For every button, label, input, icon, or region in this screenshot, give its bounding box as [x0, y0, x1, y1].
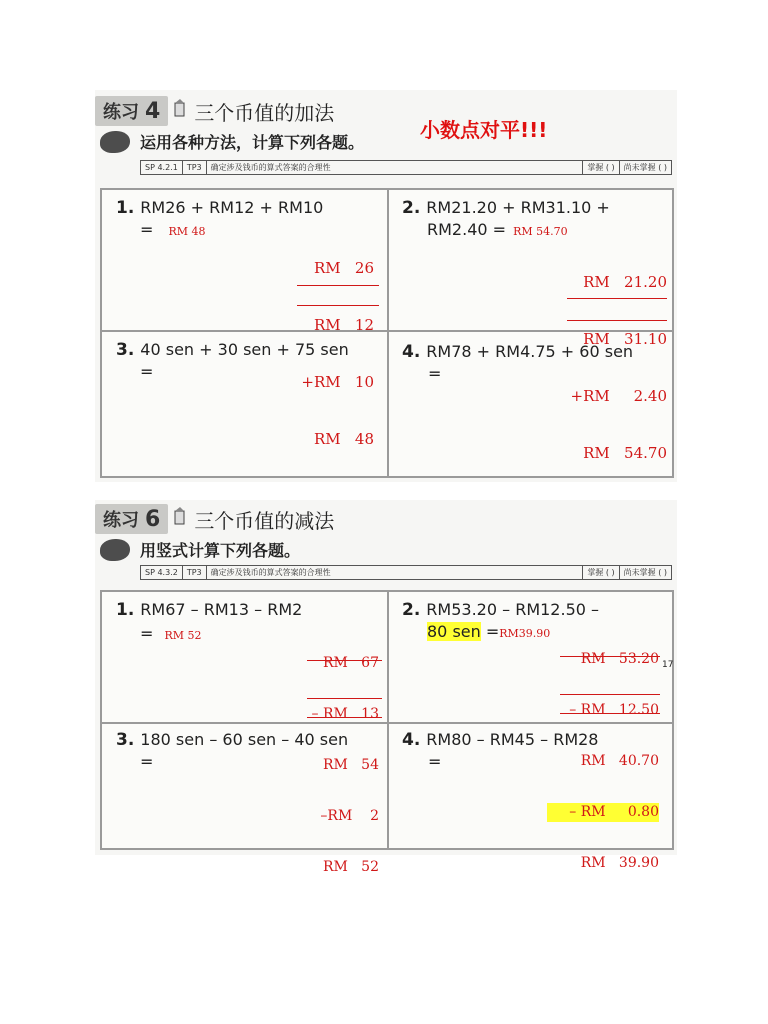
highlighted-term: 80 sen — [427, 622, 481, 641]
question-2: 2. RM21.20 + RM31.10 + — [402, 198, 610, 218]
sp-description: 确定涉及钱币的算式答案的合理性 — [207, 566, 584, 579]
exercise-header — [95, 504, 334, 534]
exercise-title: 三个币值的减法 — [194, 508, 335, 533]
exercise-badge: 练习 6 — [95, 504, 168, 534]
question-4: 4. RM78 + RM4.75 + 60 sen — [402, 342, 634, 362]
exercise-title: 三个币值的加法 — [194, 100, 335, 125]
sp-code: SP 4.2.1 — [141, 161, 183, 174]
tp-level: TP3 — [183, 161, 207, 174]
question-grid — [100, 590, 674, 875]
ink-blob-icon — [100, 131, 130, 153]
question-1: 1. RM26 + RM12 + RM10 — [116, 198, 324, 218]
worksheet-addition — [95, 90, 677, 482]
not-mastered-box: 尚未掌握 ( ) — [623, 163, 667, 172]
mastered-box: 掌握 ( ) — [583, 161, 619, 174]
column-working-2: RM 53.20 – RM 12.50 RM 40.70 – RM 0.80 RM 39.90 — [547, 618, 659, 905]
question-2-cont: RM2.40 = RM 54.70 — [427, 220, 568, 239]
sp-code: SP 4.3.2 — [141, 566, 183, 579]
standard-bar — [140, 565, 672, 580]
handwritten-note: 小数点对平!!! — [420, 118, 548, 142]
handwritten-answer: RM39.90 — [499, 627, 551, 640]
answer-line-1: = RM 52 — [140, 624, 202, 643]
answer-line-3: = — [140, 362, 154, 381]
sp-description: 确定涉及钱币的算式答案的合理性 — [207, 161, 584, 174]
question-4: 4. RM80 – RM45 – RM28 — [402, 730, 599, 750]
mastered-box: 掌握 ( ) — [583, 566, 619, 579]
handwritten-answer: RM 48 — [168, 225, 206, 238]
instruction-row — [100, 538, 300, 561]
answer-line-4: = — [428, 364, 442, 383]
answer-line-1: = RM 48 — [140, 220, 206, 239]
pencil-icon — [172, 507, 188, 531]
column-working-1: RM 67 – RM 13 RM 54 –RM 2 RM 52 — [311, 655, 379, 875]
worksheet-subtraction — [95, 500, 677, 875]
exercise-header — [95, 96, 334, 126]
question-1: 1. RM67 – RM13 – RM2 — [116, 600, 303, 620]
question-2-cont: 80 sen =RM39.90 — [427, 622, 551, 641]
scribble-note: 17 — [662, 660, 674, 670]
instruction: 运用各种方法，计算下列各题。 — [140, 133, 365, 152]
not-mastered-box: 尚未掌握 ( ) — [623, 568, 667, 577]
question-grid — [100, 188, 674, 478]
tp-level: TP3 — [183, 566, 207, 579]
handwritten-answer: RM 54.70 — [513, 225, 568, 238]
exercise-badge: 练习 4 — [95, 96, 168, 126]
ink-blob-icon — [100, 539, 130, 561]
instruction: 用竖式计算下列各题。 — [140, 541, 301, 560]
answer-line-3: = — [140, 752, 154, 771]
column-working-2: RM 21.20 RM 31.10 +RM 2.40 RM 54.70 — [570, 273, 667, 462]
column-working-1: RM 26 RM 12 +RM 10 RM 48 — [301, 259, 374, 448]
instruction-row — [100, 130, 364, 153]
answer-line-4: = — [428, 752, 442, 771]
question-3: 3. 40 sen + 30 sen + 75 sen — [116, 340, 349, 360]
handwritten-answer: RM 52 — [164, 629, 202, 642]
standard-bar — [140, 160, 672, 175]
question-2: 2. RM53.20 – RM12.50 – — [402, 600, 600, 620]
pencil-icon — [172, 99, 188, 123]
question-3: 3. 180 sen – 60 sen – 40 sen — [116, 730, 349, 750]
